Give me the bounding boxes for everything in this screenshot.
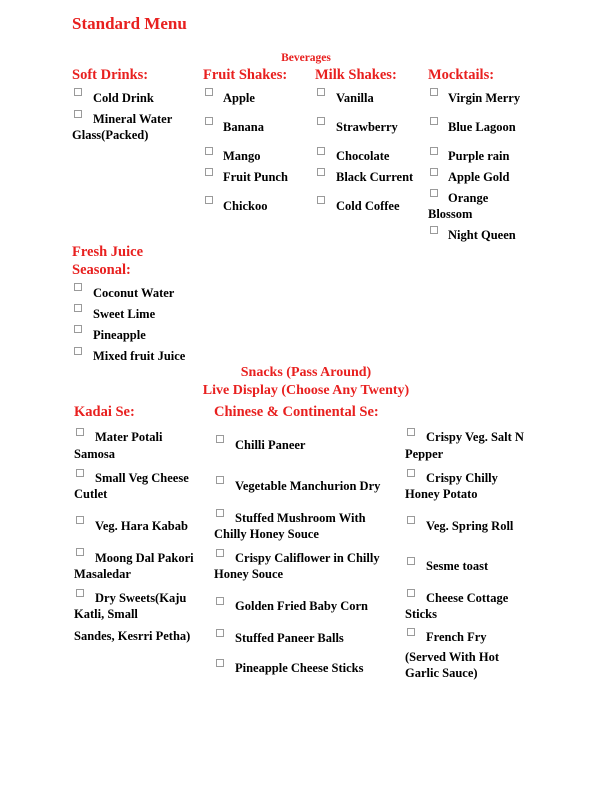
mocktails-heading: Mocktails: xyxy=(428,67,495,83)
menu-item-continued: Katli, Small xyxy=(74,607,138,621)
menu-item-continued: Samosa xyxy=(74,447,115,461)
menu-item: Chocolate xyxy=(336,149,390,163)
menu-item: Mineral Water xyxy=(93,112,173,126)
checkbox[interactable] xyxy=(74,347,82,355)
checkbox[interactable] xyxy=(205,147,213,155)
menu-item: Vegetable Manchurion Dry xyxy=(235,479,381,493)
checkbox[interactable] xyxy=(205,88,213,96)
menu-item: Crispy Veg. Salt N xyxy=(426,430,524,444)
checkbox[interactable] xyxy=(317,196,325,204)
menu-item-continued: Honey Potato xyxy=(405,487,478,501)
menu-item-continued: Cutlet xyxy=(74,487,108,501)
page-title: Standard Menu xyxy=(72,14,187,33)
soft-drinks-heading: Soft Drinks: xyxy=(72,67,149,83)
checkbox[interactable] xyxy=(74,304,82,312)
menu-item: Chilli Paneer xyxy=(235,438,306,452)
checkbox[interactable] xyxy=(317,168,325,176)
menu-item-continued: Sandes, Kesrri Petha) xyxy=(74,629,191,643)
fruit-shakes-heading: Fruit Shakes: xyxy=(203,67,288,83)
checkbox[interactable] xyxy=(76,516,84,524)
checkbox[interactable] xyxy=(407,589,415,597)
menu-item: Stuffed Paneer Balls xyxy=(235,631,344,645)
menu-item: Cold Coffee xyxy=(336,199,400,213)
checkbox[interactable] xyxy=(74,325,82,333)
menu-item: Orange xyxy=(448,191,489,205)
menu-item: Sweet Lime xyxy=(93,307,156,321)
checkbox[interactable] xyxy=(74,283,82,291)
checkbox[interactable] xyxy=(205,117,213,125)
menu-item: Chickoo xyxy=(223,199,268,213)
menu-item: Small Veg Cheese xyxy=(95,471,189,485)
checkbox[interactable] xyxy=(216,597,224,605)
menu-item: Purple rain xyxy=(448,149,510,163)
checkbox[interactable] xyxy=(430,189,438,197)
checkbox[interactable] xyxy=(407,428,415,436)
checkbox[interactable] xyxy=(407,628,415,636)
menu-item: Moong Dal Pakori xyxy=(95,551,194,565)
menu-item: Veg. Hara Kabab xyxy=(95,519,188,533)
milk-shakes-heading: Milk Shakes: xyxy=(315,67,397,83)
menu-item: Cold Drink xyxy=(93,91,154,105)
menu-item: Sesme toast xyxy=(426,559,489,573)
checkbox[interactable] xyxy=(205,168,213,176)
menu-item: Mango xyxy=(223,149,261,163)
menu-item-continued: Blossom xyxy=(428,207,473,221)
menu-item: Apple Gold xyxy=(448,170,510,184)
checkbox[interactable] xyxy=(216,509,224,517)
live-display-heading: Live Display (Choose Any Twenty) xyxy=(202,383,410,398)
checkbox[interactable] xyxy=(407,557,415,565)
menu-item: Mixed fruit Juice xyxy=(93,349,186,363)
menu-item-continued: Chilly Honey Souce xyxy=(214,527,319,541)
menu-item-note: Garlic Sauce) xyxy=(405,666,478,680)
checkbox[interactable] xyxy=(205,196,213,204)
checkbox[interactable] xyxy=(74,110,82,118)
kadai-se-heading: Kadai Se: xyxy=(74,404,135,420)
beverages-heading: Beverages xyxy=(281,52,331,64)
menu-item: Banana xyxy=(223,120,264,134)
menu-item: Blue Lagoon xyxy=(448,120,516,134)
checkbox[interactable] xyxy=(407,516,415,524)
menu-item: Crispy Califlower in Chilly xyxy=(235,551,380,565)
fresh-juice-subheading: Seasonal: xyxy=(72,262,131,278)
menu-item: Coconut Water xyxy=(93,286,175,300)
checkbox[interactable] xyxy=(430,88,438,96)
checkbox[interactable] xyxy=(216,659,224,667)
fresh-juice-heading: Fresh Juice xyxy=(72,244,144,260)
menu-item: Pineapple Cheese Sticks xyxy=(235,661,364,675)
snacks-heading: Snacks (Pass Around) xyxy=(240,365,372,380)
checkbox[interactable] xyxy=(430,168,438,176)
checkbox[interactable] xyxy=(317,117,325,125)
chinese-continental-heading: Chinese & Continental Se: xyxy=(214,404,379,420)
menu-item: Crispy Chilly xyxy=(426,471,498,485)
checkbox[interactable] xyxy=(216,476,224,484)
checkbox[interactable] xyxy=(216,435,224,443)
menu-item: Night Queen xyxy=(448,228,516,242)
menu-item-continued: Honey Souce xyxy=(214,567,284,581)
menu-item-continued: Sticks xyxy=(405,607,437,621)
checkbox[interactable] xyxy=(76,428,84,436)
checkbox[interactable] xyxy=(317,147,325,155)
checkbox[interactable] xyxy=(76,589,84,597)
checkbox[interactable] xyxy=(430,226,438,234)
checkbox[interactable] xyxy=(76,469,84,477)
checkbox[interactable] xyxy=(76,548,84,556)
menu-item: Stuffed Mushroom With xyxy=(235,511,366,525)
menu-item-note: (Served With Hot xyxy=(405,650,499,664)
checkbox[interactable] xyxy=(430,117,438,125)
menu-item: Strawberry xyxy=(336,120,398,134)
menu-item-continued: Masaledar xyxy=(74,567,131,581)
menu-item-continued: Glass(Packed) xyxy=(72,128,149,142)
menu-item-continued: Pepper xyxy=(405,447,444,461)
menu-item: Virgin Merry xyxy=(448,91,521,105)
menu-item: Fruit Punch xyxy=(223,170,288,184)
menu-item: Black Current xyxy=(336,170,414,184)
checkbox[interactable] xyxy=(430,147,438,155)
menu-item: Vanilla xyxy=(336,91,374,105)
menu-item: Cheese Cottage xyxy=(426,591,509,605)
checkbox[interactable] xyxy=(74,88,82,96)
menu-item: Pineapple xyxy=(93,328,146,342)
menu-item: Dry Sweets(Kaju xyxy=(95,591,187,605)
menu-item: Veg. Spring Roll xyxy=(426,519,514,533)
menu-item: French Fry xyxy=(426,630,487,644)
checkbox[interactable] xyxy=(216,549,224,557)
menu-item: Golden Fried Baby Corn xyxy=(235,599,368,613)
checkbox[interactable] xyxy=(216,629,224,637)
menu-item: Mater Potali xyxy=(95,430,163,444)
menu-item: Apple xyxy=(223,91,255,105)
checkbox[interactable] xyxy=(407,469,415,477)
checkbox[interactable] xyxy=(317,88,325,96)
